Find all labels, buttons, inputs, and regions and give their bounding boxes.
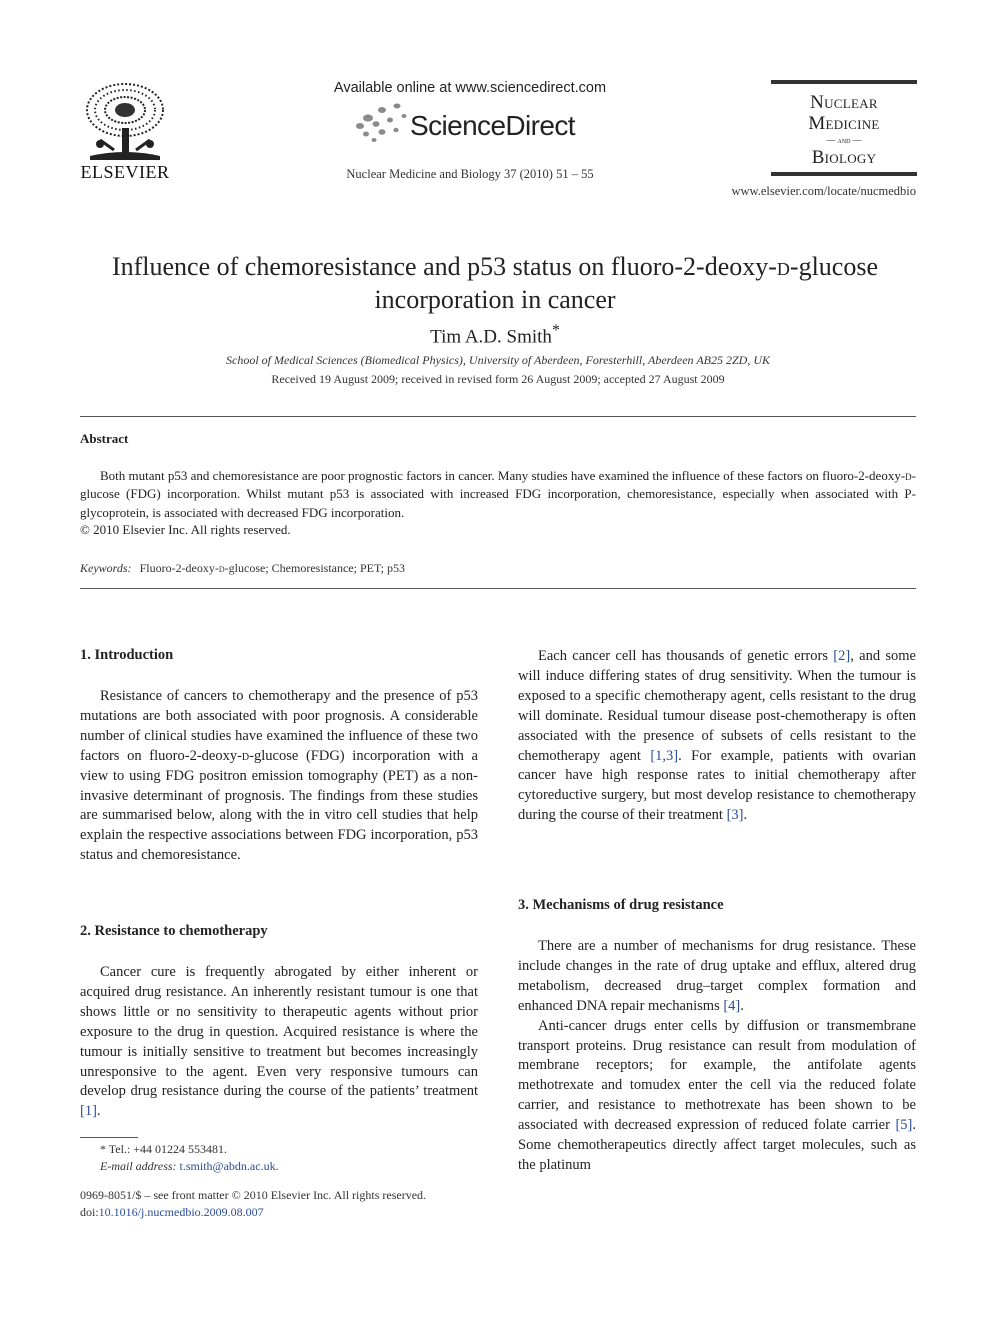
resist-text: Cancer cure is frequently abrogated by either inherent or acquired drug resistance. An inherently resistant tumour is one that shows little or no sensitivity to therapeutic agents without prior exposure to the drug in question. Acquired resistance is where the tumour is initially sensitive to treatment but becomes increasingly unresponsive to the agent. Even very responsive tumours can develop drug resistance during the course of the patients’ treatment: [80, 964, 478, 1100]
sciencedirect-logo[interactable]: ScienceDirect: [410, 110, 575, 141]
mech-p1-a: There are a number of mechanisms for drug resistance. These include changes in the rate of drug uptake and efflux, altered drug metabolism, decreased drug–target complex formation and enhanced DNA repair mechanisms: [518, 938, 916, 1014]
journal-logo-line3: Biology: [811, 147, 877, 168]
footnote-rule: [80, 1137, 138, 1138]
email-end: .: [275, 1159, 279, 1173]
available-online[interactable]: Available online at www.sciencedirect.com: [333, 80, 607, 96]
affiliation: School of Medical Sciences (Biomedical Physics), University of Aberdeen, Foresterhill, Aberdeen AB25 2ZD, UK: [226, 353, 770, 367]
keywords-d: d: [218, 561, 225, 575]
right-p1-a: Each cancer cell has thousands of genetic errors: [538, 648, 834, 664]
elsevier-tree-logo: [80, 80, 170, 162]
author-footnote-mark[interactable]: *: [551, 322, 560, 339]
journal-logo: [771, 80, 917, 176]
right-p1-end: .: [743, 807, 748, 824]
resistance-body: [80, 963, 478, 1122]
doi-link[interactable]: 10.1016/j.nucmedbio.2009.08.007: [98, 1205, 264, 1219]
title-line2: incorporation in cancer: [374, 285, 616, 314]
abstract-divider: [80, 588, 916, 589]
article-title: [60, 250, 930, 316]
email-label: E-mail address:: [100, 1159, 177, 1173]
journal-logo-line2: Medicine: [808, 113, 880, 134]
keywords-label: Keywords:: [80, 561, 132, 575]
ref-link-1-3[interactable]: [1,3]: [650, 747, 679, 764]
resist-end: .: [96, 1103, 101, 1120]
mech-p1-end: .: [740, 997, 744, 1014]
title-d: d: [776, 252, 790, 281]
email-link[interactable]: t.smith@abdn.ac.uk: [179, 1159, 276, 1173]
abstract-text-b: -glucose (FDG) incorporation. Whilst mutant p53 is associated with increased FDG incorporation, chemoresistance, especially when associated with P-glycoprotein, is associated with decreased FDG incorporation.: [80, 468, 916, 520]
right-paragraph-1: [518, 647, 916, 826]
front-matter: 0969-8051/$ – see front matter © 2010 Elsevier Inc. All rights reserved.: [80, 1188, 427, 1202]
abstract-body: [80, 467, 916, 522]
doi-label: doi:: [80, 1205, 99, 1219]
abstract-d: d: [905, 468, 912, 483]
section-heading-introduction: 1. Introduction: [80, 647, 174, 663]
article-dates: Received 19 August 2009; received in revised form 26 August 2009; accepted 27 August 2009: [271, 372, 725, 386]
keywords-a: Fluoro-2-deoxy-: [139, 561, 219, 575]
section-heading-resistance: 2. Resistance to chemotherapy: [80, 923, 268, 939]
right-p1-c: . For example, patients with ovarian cancer have high response rates to initial chemotherapy after cytoreductive surgery, but most develop resistance to chemotherapy during the course of their treatment: [518, 747, 917, 824]
mech-p2-a: Anti-cancer drugs enter cells by diffusion or transmembrane transport proteins. Drug resistance can result from modulation of membrane receptors; for example, the antifolate agents methotrexate and tomudex enter the cell via the reduced folate carrier, and resistance to methotrexate has been shown to be associated with decreased expression of reduced folate carrier: [518, 1017, 916, 1134]
ref-link-2[interactable]: [2]: [833, 648, 851, 664]
footnote-tel: * Tel.: +44 01224 553481.: [100, 1142, 228, 1156]
intro-d: d: [241, 747, 250, 764]
right-p1-b: , and some will induce differing states of drug sensitivity. When the tumour is exposed to a specific chemotherapy agent, cells resistant to the drug will dominate. Residual tumour disease post-chemotherapy is often associated with the presence of subsets of cells resistant to the chemotherapy agent: [518, 648, 916, 764]
keywords: [80, 561, 405, 576]
doi: [80, 1205, 264, 1220]
journal-logo-line1: Nuclear: [810, 92, 878, 113]
footnote-email: [80, 1159, 279, 1174]
author-name: [300, 322, 690, 348]
ref-link-5[interactable]: [5]: [895, 1117, 913, 1134]
mechanisms-body: [518, 937, 916, 1176]
top-divider: [80, 416, 916, 417]
abstract-copyright: © 2010 Elsevier Inc. All rights reserved.: [80, 522, 291, 537]
introduction-body: [80, 687, 478, 866]
section-heading-mechanisms: 3. Mechanisms of drug resistance: [518, 897, 724, 913]
intro-text-a: Resistance of cancers to chemotherapy and the presence of p53 mutations are both associated with poor prognosis. A considerable number of clinical studies have examined the influence of these two factors on fluoro-2-deoxy-: [80, 688, 478, 764]
journal-url[interactable]: www.elsevier.com/locate/nucmedbio: [731, 184, 916, 198]
journal-reference: Nuclear Medicine and Biology 37 (2010) 51 – 55: [346, 167, 594, 181]
abstract-heading: Abstract: [80, 431, 129, 446]
mech-p2-b: . Some chemotherapeutics directly affect target molecules, such as the platinum: [518, 1117, 916, 1173]
ref-link-1[interactable]: [1]: [80, 1103, 97, 1120]
ref-link-3[interactable]: [3]: [726, 807, 744, 824]
keywords-b: -glucose; Chemoresistance; PET; p53: [224, 561, 405, 575]
publisher-name: ELSEVIER: [80, 162, 170, 182]
journal-logo-and: — and —: [826, 135, 862, 145]
title-part-a: Influence of chemoresistance and p53 status on fluoro-2-deoxy-: [111, 252, 777, 281]
title-part-b: -glucose: [789, 252, 879, 281]
abstract-text-a: Both mutant p53 and chemoresistance are poor prognostic factors in cancer. Many studies have examined the influence of these factors on fluoro-2-deoxy-: [100, 468, 906, 483]
ref-link-4[interactable]: [4]: [723, 997, 741, 1014]
intro-text-b: -glucose (FDG) incorporation with a view to using FDG positron emission tomography (PET) as a non-invasive determinant of prognosis. The findings from these studies are summarised below, along with the in vitro cell studies that help explain the respective associations between FDG incorporation, p53 status and chemoresistance.: [80, 747, 478, 864]
author: Tim A.D. Smith: [430, 326, 552, 348]
